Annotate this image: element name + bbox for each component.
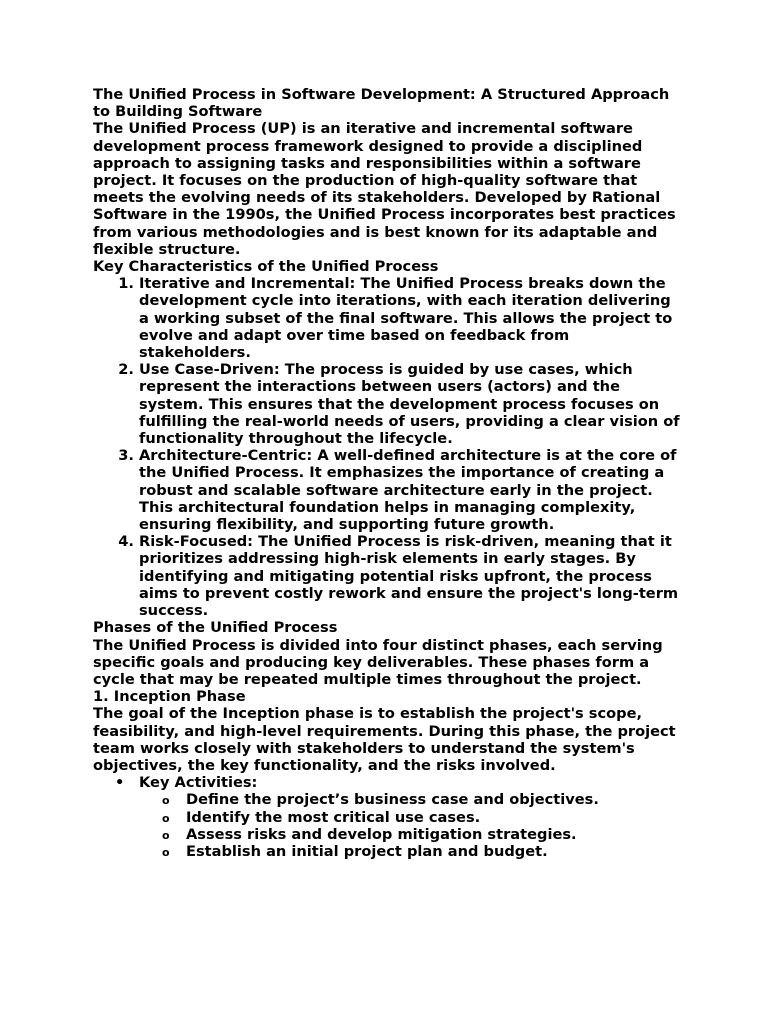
circle-bullet-icon: o xyxy=(162,811,170,825)
activity-text: Define the project’s business case and objectives. xyxy=(186,791,599,809)
list-item: 2. Use Case-Driven: The process is guided by use cases, which represent the interactions between users (actors) and the system. This ensures that the development process focuses on fulfilling the real-world needs of users, providing a clear vision of functionality throughout the lifecycle. xyxy=(139,361,683,447)
key-activities-label: Key Activities: xyxy=(139,774,258,792)
key-activities-list xyxy=(93,774,683,860)
phases-heading: Phases of the Unified Process xyxy=(93,619,338,637)
list-item: 4. Risk-Focused: The Unified Process is risk-driven, meaning that it prioritizes addressing high-risk elements in early stages. By identifying and mitigating potential risks upfront, the process aims to prevent costly rework and ensure the project's long-term success. xyxy=(139,533,683,619)
circle-bullet-icon: o xyxy=(162,845,170,859)
document-title: The Unified Process in Software Development: A Structured Approach to Building Software xyxy=(93,86,670,121)
list-item xyxy=(162,842,683,860)
characteristics-list xyxy=(93,275,683,619)
document-page xyxy=(93,86,683,860)
list-item xyxy=(162,791,683,809)
list-item: 3. Architecture-Centric: A well-defined architecture is at the core of the Unified Process. It emphasizes the importance of creating a robust and scalable software architecture early in the project. This architectural foundation helps in managing complexity, ensuring flexibility, and supporting future growth. xyxy=(139,447,683,533)
characteristics-heading: Key Characteristics of the Unified Process xyxy=(93,258,439,276)
circle-bullet-icon: o xyxy=(162,794,170,808)
list-item: 1. Iterative and Incremental: The Unified Process breaks down the development cycle into iterations, with each iteration delivering a working subset of the final software. This allows the project to evolve and adapt over time based on feedback from stakeholders. xyxy=(139,275,683,361)
bullet-icon: • xyxy=(115,774,125,792)
activity-text: Identify the most critical use cases. xyxy=(186,808,481,826)
intro-paragraph: The Unified Process (UP) is an iterative and incremental software development process framework designed to provide a disciplined approach to assigning tasks and responsibilities within a software project. It focuses on the production of high-quality software that meets the evolving needs of its stakeholders. Developed by Rational Software in the 1990s, the Unified Process incorporates best practices from various methodologies and is best known for its adaptable and flexible structure. xyxy=(93,120,676,258)
key-activities-item xyxy=(115,774,683,860)
key-activities-sublist xyxy=(139,791,683,860)
circle-bullet-icon: o xyxy=(162,828,170,842)
inception-intro-paragraph: The goal of the Inception phase is to establish the project's scope, feasibility, and high-level requirements. During this phase, the project team works closely with stakeholders to understand the system's objectives, the key functionality, and the risks involved. xyxy=(93,705,676,774)
activity-text: Assess risks and develop mitigation strategies. xyxy=(186,825,577,843)
list-item xyxy=(162,808,683,826)
phases-intro-paragraph: The Unified Process is divided into four distinct phases, each serving specific goals and producing key deliverables. These phases form a cycle that may be repeated multiple times throughout the project. xyxy=(93,636,663,688)
activity-text: Establish an initial project plan and budget. xyxy=(186,842,548,860)
inception-heading: 1. Inception Phase xyxy=(93,688,246,706)
list-item xyxy=(162,825,683,843)
